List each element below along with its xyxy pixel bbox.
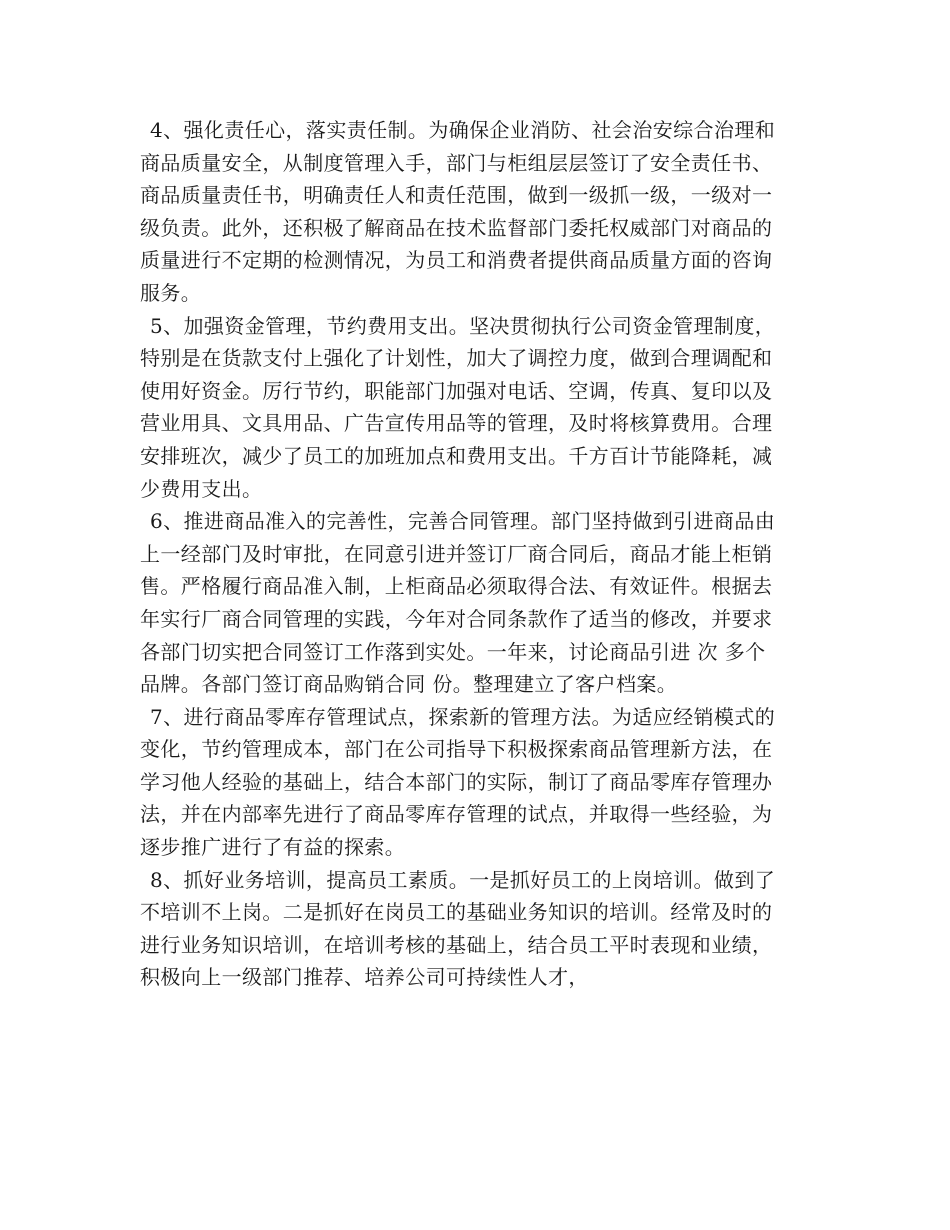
text-line: 变化，节约管理成本，部门在公司指导下积极探索商品管理新方法，在 — [140, 737, 773, 762]
text-line: 少费用支出。 — [140, 476, 263, 501]
paragraph-item-5 — [140, 310, 820, 506]
text-line: 售。严格履行商品准入制，上柜商品必须取得合法、有效证件。根据去 — [140, 574, 773, 599]
text-line: 营业用具、文具用品、广告宣传用品等的管理，及时将核算费用。合理 — [140, 411, 773, 436]
text-line: 级负责。此外，还积极了解商品在技术监督部门委托权威部门对商品的 — [140, 215, 773, 240]
paragraph-item-7 — [140, 701, 820, 864]
paragraph-item-4 — [140, 114, 820, 310]
text-line: 5、加强资金管理，节约费用支出。坚决贯彻执行公司资金管理制度， — [150, 313, 776, 338]
text-line: 使用好资金。厉行节约，职能部门加强对电话、空调，传真、复印以及 — [140, 378, 773, 403]
text-line: 法，并在内部率先进行了商品零库存管理的试点，并取得一些经验，为 — [140, 802, 773, 827]
text-line: 各部门切实把合同签订工作落到实处。一年来，讨论商品引进 次 多个 — [140, 639, 766, 664]
text-line: 安排班次，减少了员工的加班加点和费用支出。千方百计节能降耗，减 — [140, 443, 773, 468]
text-line: 8、抓好业务培训，提高员工素质。一是抓好员工的上岗培训。做到了 — [150, 867, 776, 892]
text-line: 6、推进商品准入的完善性，完善合同管理。部门坚持做到引进商品由 — [150, 509, 776, 534]
text-line: 特别是在货款支付上强化了计划性，加大了调控力度，做到合理调配和 — [140, 346, 773, 371]
text-line: 4、强化责任心，落实责任制。为确保企业消防、社会治安综合治理和 — [150, 118, 776, 142]
text-line: 积极向上一级部门推荐、培养公司可持续性人才， — [140, 965, 589, 990]
text-line: 不培训不上岗。二是抓好在岗员工的基础业务知识的培训。经常及时的 — [140, 900, 773, 925]
text-line: 7、进行商品零库存管理试点，探索新的管理方法。为适应经销模式的 — [150, 704, 776, 729]
text-line: 品牌。各部门签订商品购销合同 份。整理建立了客户档案。 — [140, 672, 678, 697]
text-line: 学习他人经验的基础上，结合本部门的实际，制订了商品零库存管理办 — [140, 769, 773, 794]
text-line: 商品质量责任书，明确责任人和责任范围，做到一级抓一级，一级对一 — [140, 183, 773, 208]
paragraph-item-8 — [140, 864, 820, 994]
text-line: 进行业务知识培训，在培训考核的基础上，结合员工平时表现和业绩， — [140, 932, 773, 957]
text-line: 服务。 — [140, 280, 202, 305]
text-line: 商品质量安全，从制度管理入手，部门与柜组层层签订了安全责任书、 — [140, 150, 773, 175]
paragraph-item-6 — [140, 505, 820, 701]
text-line: 上一经部门及时审批，在同意引进并签订厂商合同后，商品才能上柜销 — [140, 541, 773, 566]
text-line: 质量进行不定期的检测情况，为员工和消费者提供商品质量方面的咨询 — [140, 248, 773, 273]
text-line: 年实行厂商合同管理的实践，今年对合同条款作了适当的修改，并要求 — [140, 606, 773, 631]
document-body — [140, 114, 820, 994]
text-line: 逐步推广进行了有益的探索。 — [140, 835, 406, 860]
